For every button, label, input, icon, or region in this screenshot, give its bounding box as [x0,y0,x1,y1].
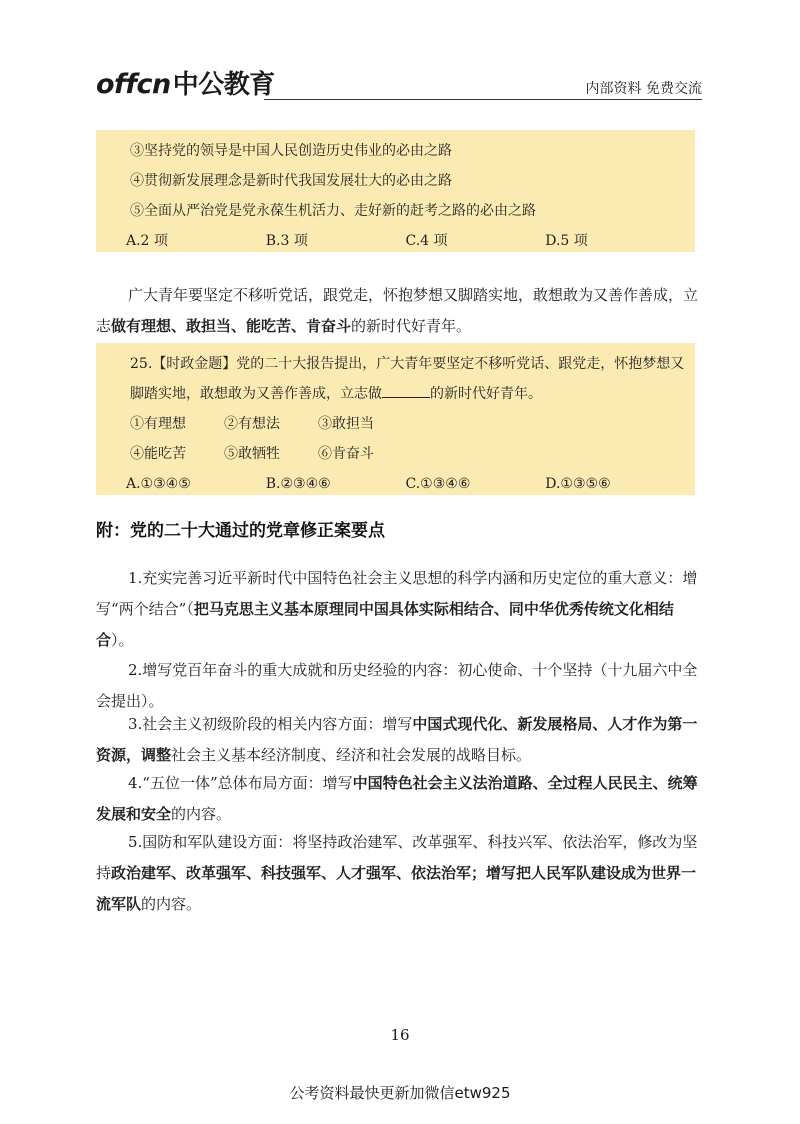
point-4: 4.“五位一体”总体布局方面：增写中国特色社会主义法治道路、全过程人民民主、统筹发展和安全的内容。 [96,774,698,823]
point-1: 1.充实完善习近平新时代中国特色社会主义思想的科学内涵和历史定位的重大意义：增写“两个结合”（把马克思主义基本原理同中国具体实际相结合、同中华优秀传统文化相结合）。 [96,569,698,649]
footer-note: 公考资料最快更新加微信etw925 [289,1084,511,1102]
choice-a: A.①③④⑤ [126,476,191,492]
logo-chinese: 中公教育 [172,70,275,100]
answer-choices [126,226,685,256]
option-row-2 [130,439,685,469]
youth-paragraph: 广大青年要坚定不移听党话，跟党走，怀抱梦想又脚踏实地，敢想敢为又善作善成，立志做有理想、敢担当、能吃苦、肯奋斗的新时代好青年。 [96,286,699,335]
option-line: ③坚持党的领导是中国人民创造历史伟业的必由之路 [130,143,452,159]
option-item: ③敢担当 [318,416,374,432]
option-item: ⑥肯奋斗 [318,446,374,462]
page-header [96,70,702,104]
bold-phrase: 做有理想、敢担当、能吃苦、肯奋斗 [111,317,352,335]
option-item: ②有想法 [224,416,280,432]
logo-brand: offcn [96,69,171,100]
offcn-logo [96,70,275,100]
choice-c: C.①③④⑥ [405,476,471,492]
point-5: 5.国防和军队建设方面：将坚持政治建军、改革强军、科技兴军、依法治军，修改为坚持政治建军、改革强军、科技强军、人才强军、依法治军；增写把人民军队建设成为世界一流军队的内容。 [96,833,698,913]
option-line: ⑤全面从严治党是党永葆生机活力、走好新的赶考之路的必由之路 [130,203,536,219]
choice-a: A.2 项 [126,233,168,249]
point-2: 2.增写党百年奋斗的重大成就和历史经验的内容：初心使命、十个坚持（十九届六中全会提出）。 [96,661,698,710]
fill-blank [382,383,430,398]
question-box-1 [96,130,695,252]
question-stem: 25.【时政金题】党的二十大报告提出，广大青年要坚定不移听党话、跟党走，怀抱梦想又脚踏实地，敢想敢为又善作善成，立志做 的新时代好青年。 [130,356,685,402]
choice-d: D.①③⑤⑥ [545,476,611,492]
option-item: ①有理想 [130,416,186,432]
choice-b: B.3 项 [265,233,308,249]
section-title: 附：党的二十大通过的党章修正案要点 [96,521,385,541]
question-box-2 [96,343,695,495]
option-row-1 [130,409,685,439]
choice-d: D.5 项 [545,233,588,249]
page-number: 16 [390,1026,410,1044]
answer-choices [126,469,685,499]
header-rule [264,99,702,100]
choice-c: C.4 项 [405,233,448,249]
point-3: 3.社会主义初级阶段的相关内容方面：增写中国式现代化、新发展格局、人才作为第一资源，调整社会主义基本经济制度、经济和社会发展的战略目标。 [96,715,698,764]
choice-b: B.②③④⑥ [265,476,331,492]
option-item: ⑤敢牺牲 [224,446,280,462]
header-note: 内部资料 免费交流 [585,81,702,97]
option-item: ④能吃苦 [130,446,186,462]
option-line: ④贯彻新发展理念是新时代我国发展壮大的必由之路 [130,173,452,189]
